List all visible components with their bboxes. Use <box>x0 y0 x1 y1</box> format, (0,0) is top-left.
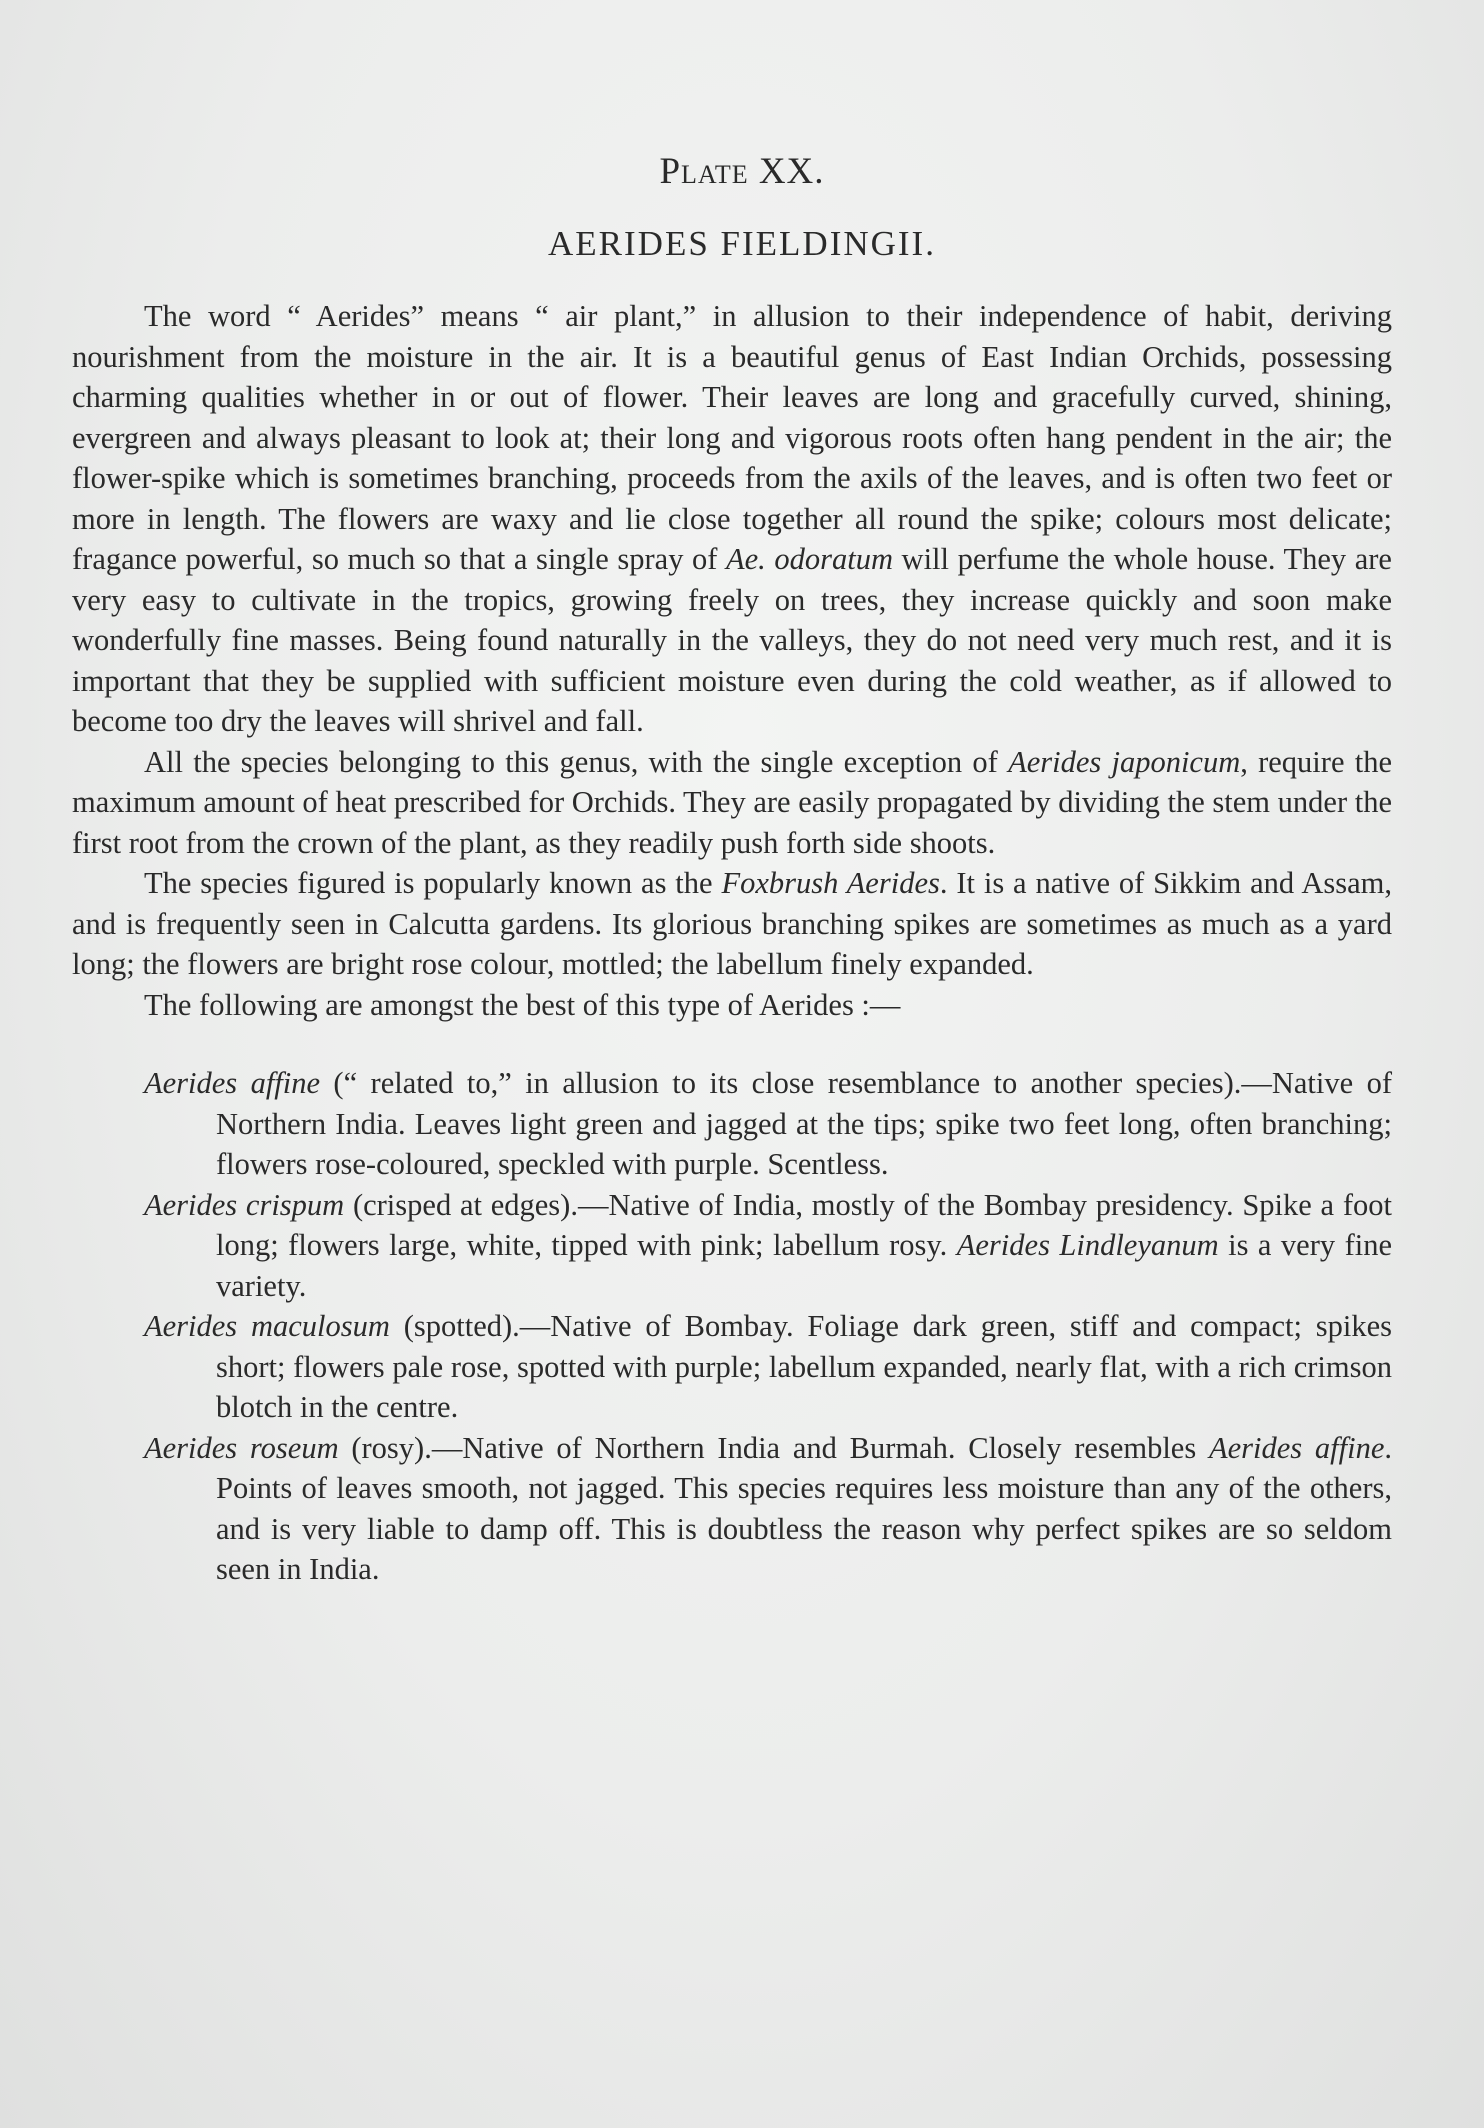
paragraph-list-intro <box>72 985 1392 1026</box>
plate-number: Plate XX. <box>659 151 825 192</box>
species-entry-name: Aerides maculosum <box>144 1309 390 1343</box>
species-entry-name: Aerides crispum <box>144 1187 345 1222</box>
species-entry-text: (“ related to,” in allusion to its close resemblance to another species).—Native of Northern India. Leaves light green and jagged at the tips; spike two feet long, often branching; flowers rose-coloured, speckled with purple. Scentless. <box>216 1066 1392 1181</box>
species-entry-text: (crisped at edges).—Native of India, mostly of the Bombay presidency. Spike a foot long; flowers large, white, tipped with pink; labellum rosy. <box>216 1187 1392 1262</box>
text-run: All the species belonging to this genus, with the single exception of <box>144 744 1009 779</box>
paragraph-intro <box>72 296 1392 742</box>
text-run: The species figured is popularly known as the <box>144 866 722 900</box>
paragraph-cultivation <box>72 742 1392 864</box>
species-entry-text: is a very fine variety. <box>216 1228 1392 1303</box>
species-entry-crispum <box>72 1185 1392 1307</box>
text-run: will perfume the whole house. They are very easy to cultivate in the tropics, growing freely on trees, they increase quickly and soon make wonderfully fine masses. Being found naturally in the valleys, they do not need very much rest, and it is important that they be supplied with sufficient moisture even during the cold weather, as if allowed to become too dry the leaves will shrivel and fall. <box>72 542 1392 738</box>
text-run: The following are amongst the best of this type of Aerides :— <box>144 987 901 1022</box>
species-entry-affine <box>72 1063 1392 1185</box>
species-name-italic: Aerides affine <box>1208 1430 1385 1465</box>
body-text <box>72 296 1392 1590</box>
species-entry-text: . Points of leaves smooth, not jagged. This species requires less moisture than any of the others, and is very liable to damp off. This is doubtless the reason why perfect spikes are so seldom seen in India. <box>216 1430 1392 1586</box>
variety-name-italic: Aerides Lindleyanum <box>956 1228 1219 1262</box>
species-entry-maculosum <box>72 1306 1392 1428</box>
text-run: The word “ Aerides” means “ air plant,” in allusion to their independence of habit, deriving nourishment from the moisture in the air. It is a beautiful genus of East Indian Orchids, possessing charming qualities whether in or out of flower. Their leaves are long and gracefully curved, shining, evergreen and always pleasant to look at; their long and vigorous roots often hang pendent in the air; the flower-spike which is sometimes branching, proceeds from the axils of the leaves, and is often two feet or more in length. The flowers are waxy and lie close together all round the spike; colours most delicate; fragance powerful, so much so that a single spray of <box>72 299 1392 576</box>
species-list <box>72 1063 1392 1590</box>
text-run: , require the maximum amount of heat prescribed for Orchids. They are easily propagated by dividing the stem under the first root from the crown of the plant, as they readily push forth side shoots. <box>72 744 1392 860</box>
species-entry-roseum <box>72 1428 1392 1590</box>
species-entry-name: Aerides roseum <box>144 1430 339 1465</box>
species-heading: AERIDES FIELDINGII. <box>548 224 936 263</box>
paragraph-species-figured <box>72 863 1392 985</box>
species-name-italic: Aerides japonicum <box>1008 744 1241 779</box>
text-run: . It is a native of Sikkim and Assam, and is frequently seen in Calcutta gardens. Its glorious branching spikes are sometimes as much as a yard long; the flowers are bright rose colour, mottled; the labellum finely expanded. <box>72 866 1393 981</box>
species-entry-text: (rosy).—Native of Northern India and Burmah. Closely resembles <box>338 1430 1209 1465</box>
species-entry-name: Aerides affine <box>144 1066 321 1100</box>
species-entry-text: (spotted).—Native of Bombay. Foliage dark green, stiff and compact; spikes short; flowers pale rose, spotted with purple; labellum expanded, nearly flat, with a rich crimson blotch in the centre. <box>216 1309 1392 1424</box>
species-name-italic: Ae. odoratum <box>726 542 893 576</box>
common-name-italic: Foxbrush Aerides <box>721 866 940 900</box>
